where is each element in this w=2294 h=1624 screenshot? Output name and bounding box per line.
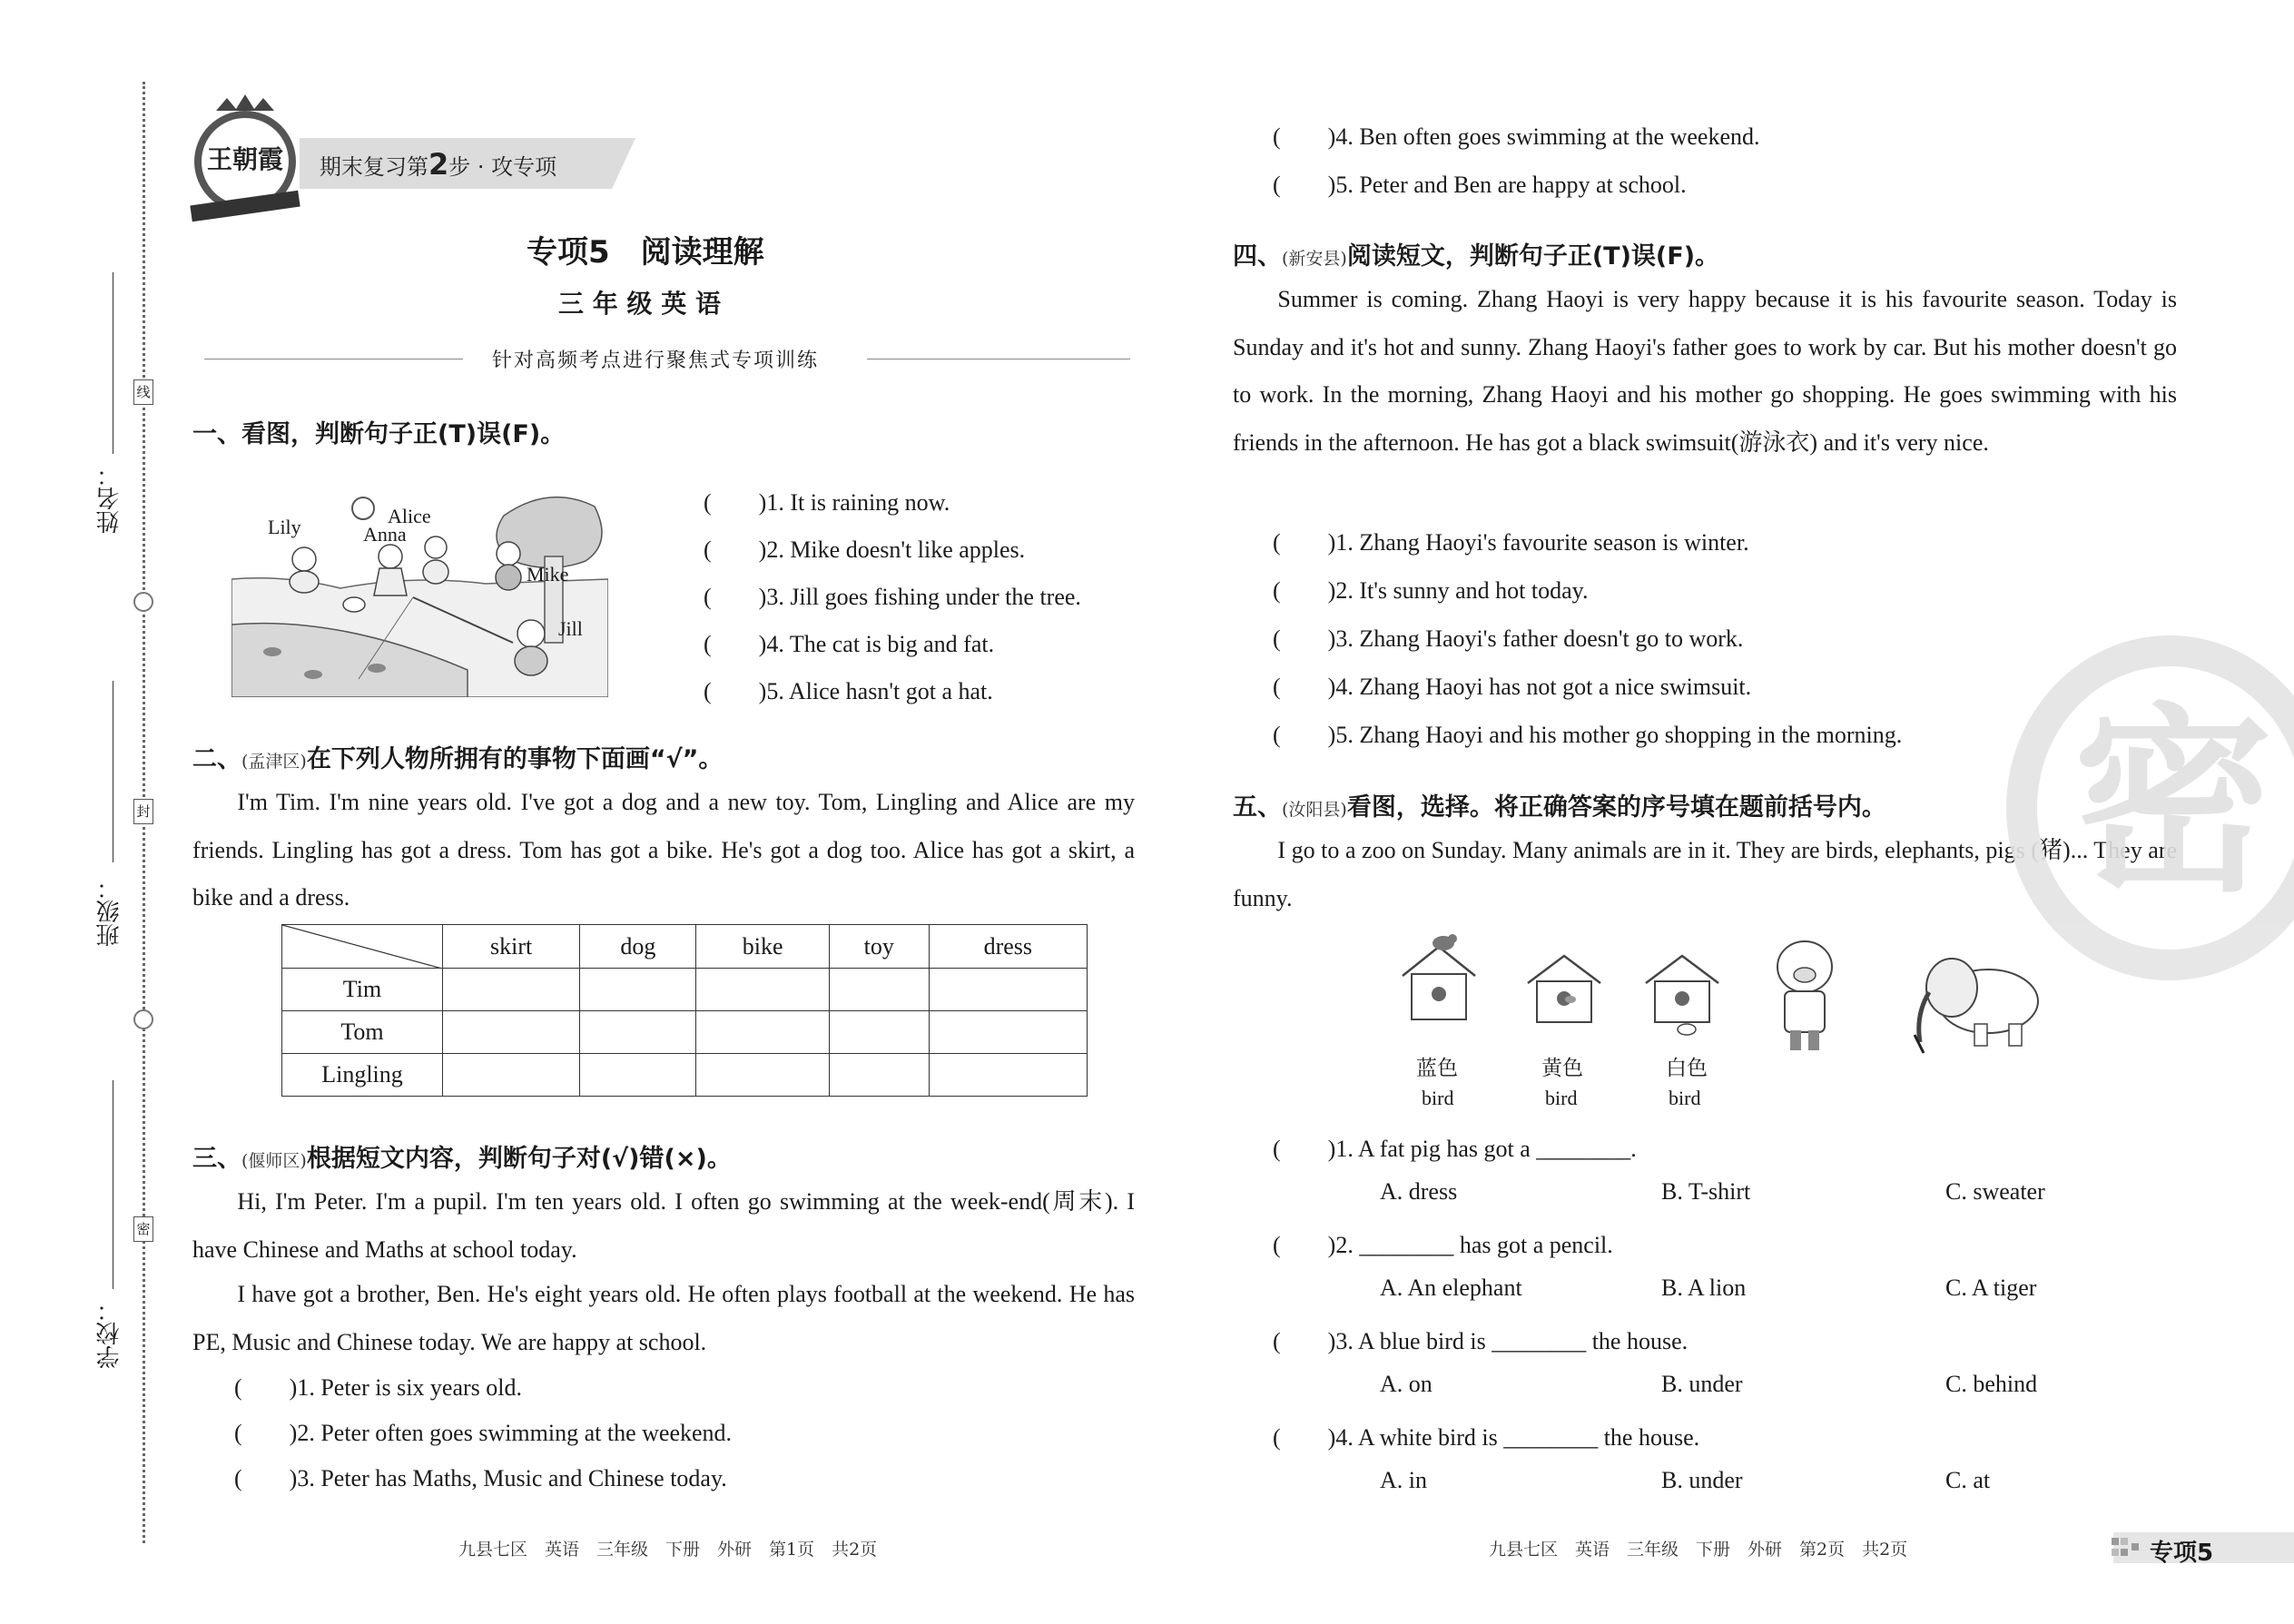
section3-question: ( )4. Ben often goes swimming at the weekend. [1273,123,1760,150]
table-row-label: Tim [282,969,443,1011]
section1-question: ( )5. Alice hasn't got a hat. [704,678,993,704]
table-corner-cell [282,925,443,969]
bird-word-label: bird [1545,1087,1578,1109]
footer-tab-label: 专项5 [2150,1540,2214,1567]
footer-tab-squares-icon [2112,1536,2148,1560]
binding-hole-icon [133,1009,153,1029]
option-a: A. An elephant [1380,1275,1522,1301]
table-cell[interactable] [696,1011,830,1054]
footer-left: 九县七区 英语 三年级 下册 外研 第1页 共2页 [458,1540,878,1560]
table-cell[interactable] [929,1011,1087,1054]
table-row-label: Lingling [282,1054,443,1097]
section1-question: ( )4. The cat is big and fat. [704,631,995,657]
picture-label-jill: Jill [558,617,583,640]
watermark-text: 密 [2073,686,2274,919]
table-header: dog [580,925,696,969]
header-banner-text: 期末复习第2步 · 攻专项 [320,147,557,182]
table-cell[interactable] [829,969,929,1011]
birdhouse-yellow [1523,951,1605,1033]
bird-color-label: 白色 [1666,1057,1708,1080]
table-header: dress [929,925,1087,969]
section2-source: (孟津区) [241,752,307,772]
footer-right: 九县七区 英语 三年级 下册 外研 第2页 共2页 [1489,1540,1908,1560]
option-c: C. behind [1945,1371,2038,1397]
section2-passage: I'm Tim. I'm nine years old. I've got a dog and a new toy. Tom, Lingling and Alice are my friends. Lingling has got a dress. Tom has got a bike. He's got a dog too. Alice has got a skirt, a bike and a dress. [192,789,1135,910]
table-cell[interactable] [696,969,830,1011]
section5-source: (汝阳县) [1282,800,1347,820]
picture-label-alice: Alice [388,505,431,527]
table-cell[interactable] [829,1011,929,1054]
section4-question: ( )5. Zhang Haoyi and his mother go shopping in the morning. [1273,722,1903,748]
binding-mark-xian: 线 [133,379,153,405]
option-b: B. A lion [1661,1275,1747,1301]
section3-question: ( )2. Peter often goes swimming at the weekend. [234,1420,733,1446]
watermark-seal [2006,635,2294,980]
class-label: 班级： [96,876,123,947]
picture-label-lily: Lily [268,516,301,538]
section4-question: ( )3. Zhang Haoyi's father doesn't go to work. [1273,625,1744,652]
binding-mark-feng: 封 [133,799,153,824]
section5-question: ( )2. ________ has got a pencil. [1273,1232,1613,1258]
table-cell[interactable] [696,1054,830,1097]
section5-passage: I go to a zoo on Sunday. Many animals are in it. They are birds, elephants, pigs (猪)... They are funny. [1233,837,2177,911]
section1-title: 一、看图，判断句子正(T)误(F)。 [192,420,566,448]
name-label: 姓名： [96,463,123,534]
elephant-picture [1902,951,2052,1056]
section3-title: 三、(偃师区)根据短文内容，判断句子对(√)错(×)。 [192,1145,732,1173]
option-c: C. sweater [1945,1178,2045,1205]
bird-word-label: bird [1669,1087,1701,1109]
picture-label-anna: Anna [363,523,407,546]
section4-question: ( )1. Zhang Haoyi's favourite season is winter. [1273,529,1749,556]
section4-question: ( )4. Zhang Haoyi has not got a nice swimsuit. [1273,674,1752,700]
table-cell[interactable] [580,1011,696,1054]
page-title: 专项5 阅读理解 [527,234,764,271]
possessions-table [281,924,1088,1097]
step-number: 2 [428,147,449,182]
section1-question: ( )2. Mike doesn't like apples. [704,536,1026,563]
table-cell[interactable] [829,1054,929,1097]
tagline: 针对高频考点进行聚焦式专项训练 [492,349,820,372]
birdhouse-white [1641,951,1723,1038]
option-b: B. T-shirt [1661,1178,1751,1205]
table-cell[interactable] [580,1054,696,1097]
section3-passage-1: Hi, I'm Peter. I'm a pupil. I'm ten years old. I often go swimming at the week-end(周末). I have Chinese and Maths at school today. [192,1188,1135,1263]
option-b: B. under [1661,1467,1743,1493]
section3-passage-2: I have got a brother, Ben. He's eight years old. He often plays football at the weekend. He has PE, Music and Chinese today. We are happy at school. [192,1281,1135,1355]
option-b: B. under [1661,1371,1743,1397]
table-cell[interactable] [443,969,580,1011]
section3-question: ( )3. Peter has Maths, Music and Chinese today. [234,1465,727,1491]
table-header: skirt [443,925,580,969]
table-header: toy [829,925,929,969]
picture-label-mike: Mike [527,563,569,586]
option-c: C. A tiger [1945,1275,2037,1301]
table-header: bike [696,925,830,969]
table-cell[interactable] [443,1011,580,1054]
option-a: A. on [1380,1371,1433,1397]
section2-title: 二、(孟津区)在下列人物所拥有的事物下面画“√”。 [192,745,724,773]
section5-question: ( )4. A white bird is ________ the house. [1273,1424,1700,1451]
section1-question: ( )3. Jill goes fishing under the tree. [704,584,1081,610]
section4-question: ( )2. It's sunny and hot today. [1273,577,1589,604]
section5-title: 五、(汝阳县)看图，选择。将正确答案的序号填在题前括号内。 [1233,793,1886,822]
section5-question: ( )3. A blue bird is ________ the house. [1273,1328,1689,1354]
table-cell[interactable] [929,1054,1087,1097]
section4-passage: Summer is coming. Zhang Haoyi is very happy because it is his favourite season. Today is Sunday and it's hot and sunny. Zhang Haoyi's father goes to work by car. But his mother doesn't go to work. In the morning, Zhang Haoyi and his mother go shopping. He goes swimming with his friends in the afternoon. He has got a black swimsuit(游泳衣) and it's very nice. [1233,286,2177,456]
page-subtitle: 三 年 级 英 语 [558,289,721,319]
option-a: A. in [1380,1467,1427,1493]
pig-picture [1768,935,1841,1058]
table-cell[interactable] [443,1054,580,1097]
bird-color-label: 蓝色 [1416,1057,1458,1080]
table-cell[interactable] [929,969,1087,1011]
binding-mark-mi: 密 [133,1216,153,1242]
section1-picture [231,488,608,697]
birdhouse-blue [1398,930,1480,1030]
school-label: 学校： [96,1298,123,1369]
table-cell[interactable] [580,969,696,1011]
section5-question: ( )1. A fat pig has got a ________. [1273,1136,1637,1162]
section1-question: ( )1. It is raining now. [704,489,950,516]
brand-name: 王朝霞 [206,144,283,174]
brand-logo [180,91,311,227]
section4-source: (新安县) [1282,249,1347,269]
bird-word-label: bird [1422,1087,1454,1109]
table-row-label: Tom [282,1011,443,1054]
bird-color-label: 黄色 [1541,1057,1583,1080]
section3-source: (偃师区) [241,1151,307,1171]
section4-title: 四、(新安县)阅读短文，判断句子正(T)误(F)。 [1233,242,1720,271]
section3-question: ( )5. Peter and Ben are happy at school. [1273,172,1687,198]
option-c: C. at [1945,1467,1991,1493]
binding-hole-icon [133,592,153,612]
option-a: A. dress [1380,1178,1458,1205]
section3-question: ( )1. Peter is six years old. [234,1374,523,1401]
